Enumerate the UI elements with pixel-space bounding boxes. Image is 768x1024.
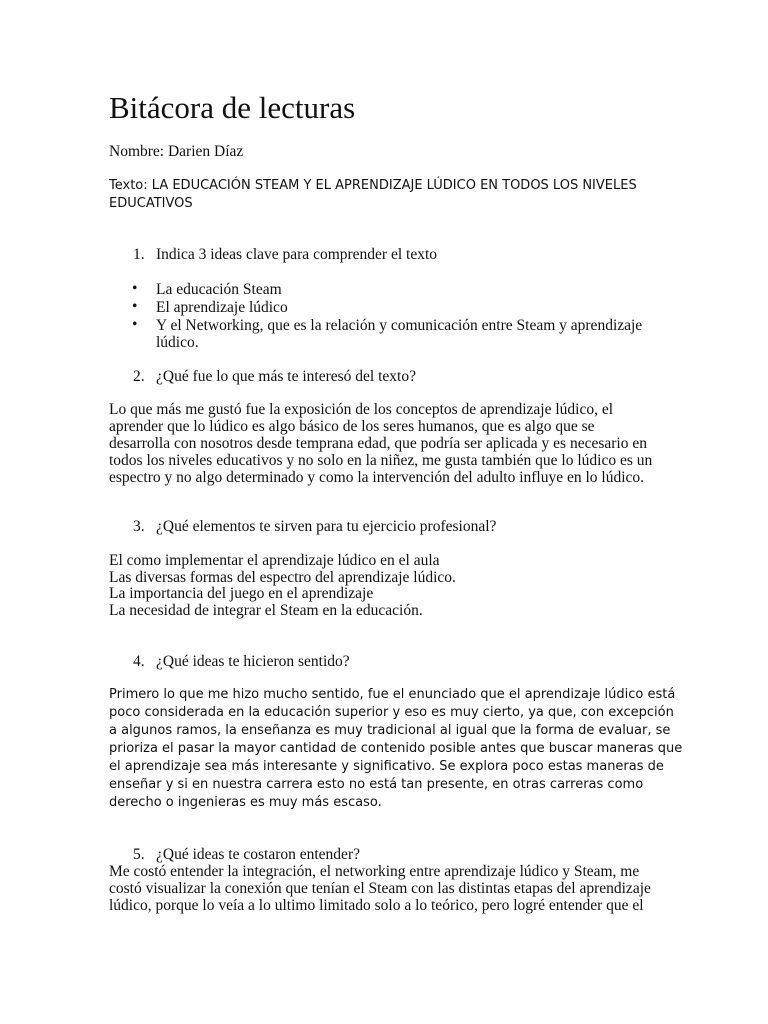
- bullet-item-3: Y el Networking, que es la relación y comunicación entre Steam y aprendizaje: [156, 317, 643, 334]
- answer-5-line: Me costó entender la integración, el networking entre aprendizaje lúdico y Steam, me: [109, 863, 640, 880]
- question-1-number: 1.: [133, 246, 145, 263]
- text-title: LA EDUCACIÓN STEAM Y EL APRENDIZAJE LÚDICO EN TODOS LOS NIVELES: [151, 178, 637, 193]
- answer-3-line: La necesidad de integrar el Steam en la educación.: [109, 602, 423, 619]
- question-4-text: ¿Qué ideas te hicieron sentido?: [156, 653, 350, 670]
- answer-4-line: el aprendizaje sea más interesante y significativo. Se explora poco estas maneras de: [109, 759, 664, 774]
- question-3-number: 3.: [133, 518, 145, 535]
- answer-4-line: a algunos ramos, la enseñanza es muy tradicional al igual que la forma de evaluar, se: [109, 723, 671, 738]
- bullet-item-1: La educación Steam: [156, 281, 282, 298]
- text-title-line-1: [109, 177, 637, 195]
- question-5-number: 5.: [133, 846, 145, 863]
- question-4-number: 4.: [133, 653, 145, 670]
- bullet-icon: •: [132, 316, 138, 333]
- answer-3-line: El como implementar el aprendizaje lúdico en el aula: [109, 552, 440, 569]
- answer-4-line: enseñar y si en nuestra carrera esto no está tan presente, en otras carreras como: [109, 777, 644, 792]
- question-2-text: ¿Qué fue lo que más te interesó del texto?: [156, 368, 416, 385]
- question-5-text: ¿Qué ideas te costaron entender?: [156, 846, 360, 863]
- answer-4-line: Primero lo que me hizo mucho sentido, fue el enunciado que el aprendizaje lúdico está: [109, 687, 676, 702]
- question-1-text: Indica 3 ideas clave para comprender el texto: [156, 246, 438, 263]
- text-title-line-2: EDUCATIVOS: [109, 196, 193, 211]
- bullet-icon: •: [132, 298, 138, 315]
- page-title: Bitácora de lecturas: [109, 90, 356, 125]
- bullet-item-2: El aprendizaje lúdico: [156, 299, 288, 316]
- answer-2-line: desarrolla con nosotros desde temprana edad, que podría ser aplicada y es necesario en: [109, 435, 647, 452]
- answer-2-line: espectro y no algo determinado y como la intervención del adulto influye en lo lúdico.: [109, 469, 645, 486]
- question-3-text: ¿Qué elementos te sirven para tu ejercicio profesional?: [156, 518, 497, 535]
- author-name: Nombre: Darien Díaz: [109, 143, 244, 160]
- answer-4-line: derecho o ingenieras es muy más escaso.: [109, 795, 382, 810]
- answer-5-line: lúdico, porque lo veía a lo ultimo limitado solo a lo teórico, pero logré entender que el: [109, 897, 644, 914]
- answer-2-line: todos los niveles educativos y no solo en la niñez, me gusta también que lo lúdico es un: [109, 452, 653, 469]
- answer-5-line: costó visualizar la conexión que tenían el Steam con las distintas etapas del aprendizaje: [109, 880, 651, 897]
- bullet-icon: •: [132, 280, 138, 297]
- answer-2-line: Lo que más me gustó fue la exposición de los conceptos de aprendizaje lúdico, el: [109, 401, 614, 418]
- question-2-number: 2.: [133, 368, 145, 385]
- answer-3-line: Las diversas formas del espectro del aprendizaje lúdico.: [109, 569, 456, 586]
- answer-2-line: aprender que lo lúdico es algo básico de los seres humanos, que es algo que se: [109, 418, 595, 435]
- answer-4-line: poco considerada en la educación superior y eso es muy cierto, ya que, con excepción: [109, 705, 674, 720]
- bullet-item-3-continued: lúdico.: [156, 334, 199, 351]
- answer-3-line: La importancia del juego en el aprendizaje: [109, 585, 374, 602]
- text-label: Texto:: [109, 178, 148, 193]
- answer-4-line: prioriza el pasar la mayor cantidad de contenido posible antes que buscar maneras que: [109, 741, 683, 756]
